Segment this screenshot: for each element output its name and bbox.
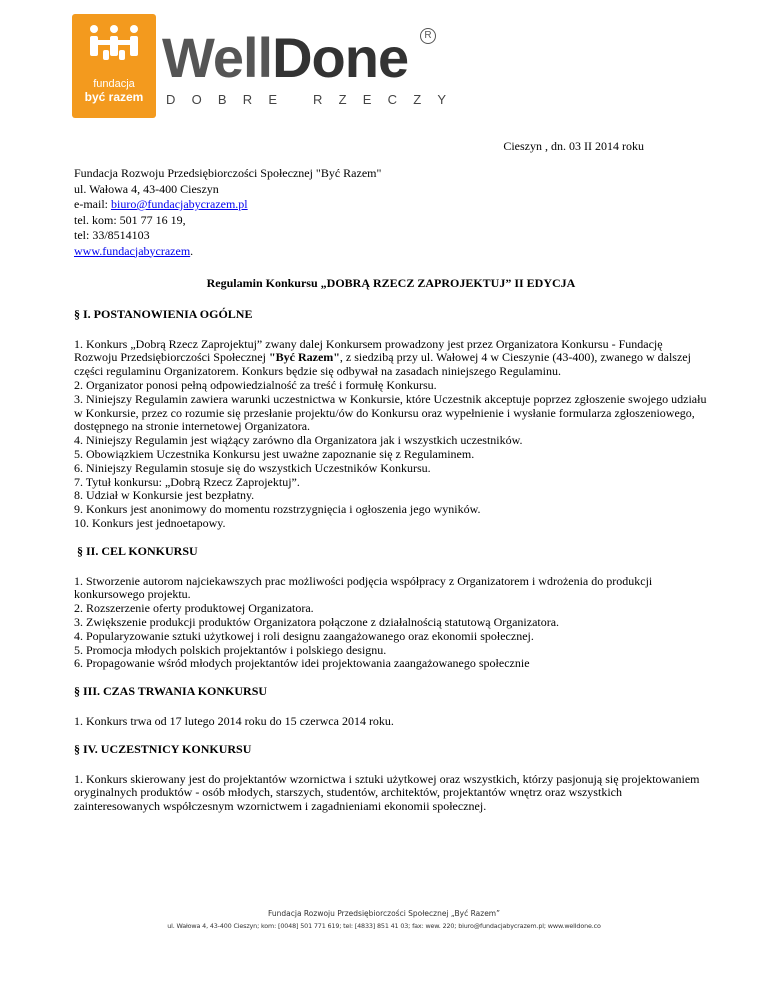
address-phone: tel. kom: 501 77 16 19, — [74, 212, 186, 227]
date-line: Cieszyn , dn. 03 II 2014 roku — [503, 139, 644, 153]
address-street: ul. Wałowa 4, 43-400 Cieszyn — [74, 181, 219, 196]
welldone-well: Well — [162, 26, 273, 89]
address-website-row — [74, 244, 381, 260]
section-4-item: 1. Konkurs skierowany jest do projektantów wzornictwa i sztuki użytkowej oraz wszystkich, którzy pasjonują się projektowaniem oryginalnych produktów - osób młodych, starszych, studentów, architektów, projektantów wnętrz oraz wszystkich zainteresowanych współczesnym wzornictwem i zagadnieniami ekonomii społecznej. — [74, 771, 700, 814]
section-2-item: 6. Propagowanie wśród młodych projektantów idei projektowania zaangażowanego społecznie — [74, 656, 530, 671]
footer-org: Fundacja Rozwoju Przedsiębiorczości Społecznej „Być Razem” — [267, 909, 501, 918]
address-email-row — [74, 197, 381, 213]
section-1-item: 4. Niniejszy Regulamin jest wiążący zarówno dla Organizatora jak i wszystkich uczestników. — [74, 433, 523, 448]
section-2-title: § II. CEL KONKURSU — [74, 543, 198, 558]
section-1-item: 5. Obowiązkiem Uczestnika Konkursu jest uważne zapoznanie się z Regulaminem. — [74, 446, 475, 461]
item-text: , z siedzibą przy ul. Wałowej 4 w Cieszynie (43-400), zwanego w dalszej części regulaminu Organizatorem. Konkurs będzie się odbywał na zasadach niniejszego Regulaminu. — [74, 350, 691, 379]
address-tel: tel: 33/8514103 — [74, 228, 150, 242]
welldone-tagline: DOBRE RZECZY — [166, 92, 463, 107]
item-bold-text: "Być Razem" — [268, 350, 340, 365]
footer-contact: ul. Wałowa 4, 43-400 Cieszyn; kom: [0048] 501 771 619; tel: [4833] 851 41 03; fax: wew. 220; biuro@fundacjabycrazem.pl; www.welldone.co — [167, 922, 601, 930]
regulation-title: Regulamin Konkursu „DOBRĄ RZECZ ZAPROJEKTUJ” II EDYCJA — [206, 276, 576, 290]
section-1-item: 10. Konkurs jest jednoetapowy. — [74, 515, 226, 530]
page-footer — [0, 908, 768, 932]
welldone-logo — [162, 28, 408, 88]
section-2-item: 2. Rozszerzenie oferty produktowej Organizatora. — [74, 601, 314, 616]
section-1-item — [74, 338, 708, 379]
section-1-item: 8. Udział w Konkursie jest bezpłatny. — [74, 488, 255, 503]
section-2-item: 5. Promocja młodych polskich projektantów i polskiego designu. — [74, 642, 387, 657]
registered-mark: R — [420, 28, 436, 44]
email-label: e-mail: — [74, 197, 111, 211]
section-1-item: 6. Niniejszy Regulamin stosuje się do wszystkich Uczestników Konkursu. — [74, 460, 431, 475]
people-icon — [85, 24, 143, 72]
section-4-title: § IV. UCZESTNICY KONKURSU — [74, 741, 252, 756]
address-org: Fundacja Rozwoju Przedsiębiorczości Społecznej "Być Razem" — [74, 166, 382, 180]
welldone-done: Done — [272, 26, 409, 89]
section-3-item: 1. Konkurs trwa od 17 lutego 2014 roku do 15 czerwca 2014 roku. — [74, 713, 394, 728]
fundacja-logo — [72, 14, 156, 118]
section-1-item: 3. Niniejszy Regulamin zawiera warunki uczestnictwa w Konkursie, które Uczestnik akceptuje poprzez zgłoszenie swojego udziału w Konkursie, przez co rozumie się przesłanie projektu/ów do Konkursu oraz wypełnienie i wysłanie formularza zgłoszeniowego, dostępnego na stronie internetowej Organizatora. — [74, 391, 707, 434]
section-2-body — [74, 575, 708, 672]
section-1-item: 2. Organizator ponosi pełną odpowiedzialność za treść i formułę Konkursu. — [74, 377, 437, 392]
section-1-body — [74, 338, 708, 531]
section-1-item: 7. Tytuł konkursu: „Dobrą Rzecz Zaprojektuj”. — [74, 474, 300, 489]
address-block — [74, 166, 381, 259]
section-1-item: 9. Konkurs jest anonimowy do momentu rozstrzygnięcia i ogłoszenia jego wyników. — [74, 502, 481, 517]
section-1-title: § I. POSTANOWIENIA OGÓLNE — [74, 306, 253, 321]
section-3-title: § III. CZAS TRWANIA KONKURSU — [74, 684, 268, 699]
logo-fundacja-text: fundacja — [93, 78, 135, 90]
section-4-body — [74, 773, 708, 814]
section-2-item: 4. Popularyzowanie sztuki użytkowej i roli designu zaangażowanego oraz ekonomii społecznej. — [74, 628, 534, 643]
website-link[interactable]: www.fundacjabycrazem — [74, 243, 191, 258]
regulation-content — [74, 270, 708, 828]
item-text: 1. Konkurs „Dobrą Rzecz Zaprojektuj” zwany dalej Konkursem prowadzony jest przez Organizatora Konkursu - Fundację Rozwoju Przedsiębiorczości Społecznej — [74, 336, 663, 365]
email-link[interactable]: biuro@fundacjabycrazem.pl — [110, 197, 248, 211]
section-2-item: 1. Stworzenie autorom najciekawszych prac możliwości podjęcia współpracy z Organizatorem i wdrożenia do produkcji konkursowego projektu. — [74, 573, 653, 602]
logo-byc-razem-text: być razem — [84, 90, 144, 104]
section-3-body — [74, 715, 708, 729]
section-2-item: 3. Zwiększenie produkcji produktów Organizatora połączone z działalnością statutową Organizatora. — [74, 614, 560, 629]
website-dot: . — [190, 243, 194, 258]
